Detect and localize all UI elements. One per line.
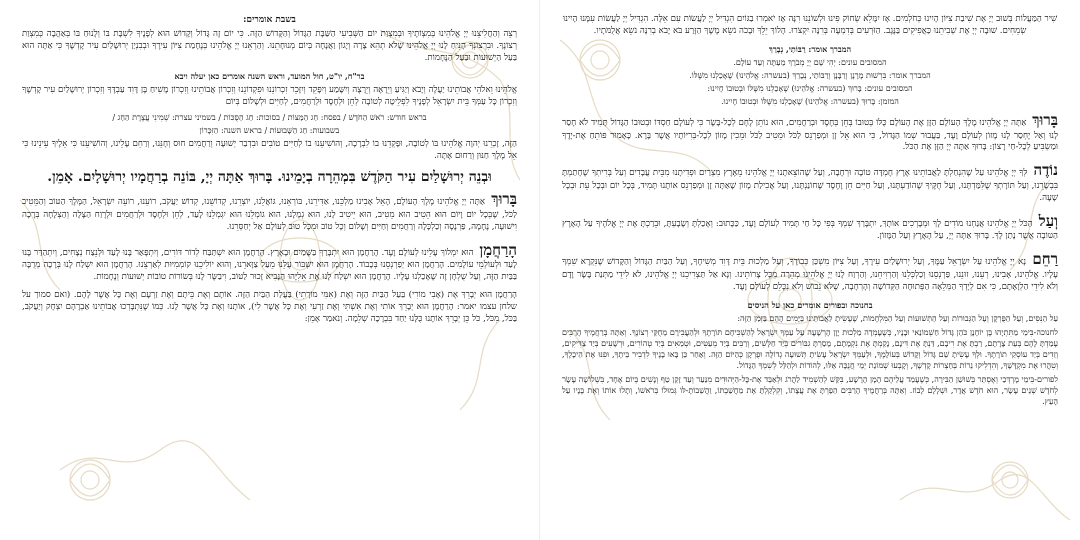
veal-hakol-paragraph <box>562 211 1058 244</box>
rachem-text: נָא יְיָ אֱלֹהֵינוּ עַל יִשְׂרָאֵל עַמֶּךָ, וְעַל יְרוּשָׁלַיִם עִירֶךָ, וְעַל צִיּוֹן מִשְׁכַּן כְּבוֹדֶךָ, וְעַל מַלְכוּת בֵּית דָּוִד מְשִׁיחֶךָ, וְעַל הַבַּיִת הַגָּדוֹל וְהַקָּדוֹשׁ שֶׁנִּקְרָא שִׁמְךָ עָלָיו. אֱלֹהֵינוּ, אָבִינוּ, רְעֵנוּ, זוּנֵנוּ, פַּרְנְסֵנוּ וְכַלְכְּלֵנוּ וְהַרְוִיחֵנוּ, וְהַרְוַח לָנוּ יְיָ אֱלֹהֵינוּ מְהֵרָה מִכָּל צָרוֹתֵינוּ. וְנָא אַל תַּצְרִיכֵנוּ יְיָ אֱלֹהֵינוּ, לֹא לִידֵי מַתְּנַת בָּשָׂר וָדָם וְלֹא לִידֵי הַלְוָאָתָם, כִּי אִם לְיָדְךָ הַמְּלֵאָה הַפְּתוּחָה הַקְּדוֹשָׁה וְהָרְחָבָה, שֶׁלֹּא נֵבוֹשׁ וְלֹא נִכָּלֵם לְעוֹלָם וָעֶד. <box>562 257 1058 292</box>
veal-text: הַכֹּל יְיָ אֱלֹהֵינוּ אֲנַחְנוּ מוֹדִים לָךְ וּמְבָרְכִים אוֹתָךְ, יִתְבָּרַךְ שִׁמְךָ בְּפִי כָּל חַי תָּמִיד לְעוֹלָם וָעֶד, כַּכָּתוּב: וְאָכַלְתָּ וְשָׂבָעְתָּ, וּבֵרַכְתָּ אֶת יְיָ אֱלֹהֶיךָ עַל הָאָרֶץ הַטּוֹבָה אֲשֶׁר נָתַן לָךְ. בָּרוּךְ אַתָּה יְיָ, עַל הָאָרֶץ וְעַל הַמָּזוֹן. <box>562 218 1058 242</box>
rachem-drop-word: רַחֵם <box>1032 250 1058 269</box>
hazan-text: אַתָּה יְיָ אֱלֹהֵינוּ מֶלֶךְ הָעוֹלָם הַזָּן אֶת הָעוֹלָם כֻּלּוֹ בְּטוּבוֹ בְּחֵן בְּחֶסֶד וּבְרַחֲמִים, הוּא נוֹתֵן לֶחֶם לְכָל-בָּשָׂר כִּי לְעוֹלָם חַסְדּוֹ וּבְטוּבוֹ הַגָּדוֹל תָּמִיד לֹא חָסַר לָנוּ וְאַל יֶחְסַר לָנוּ מָזוֹן לְעוֹלָם וָעֶד, בַּעֲבוּר שְׁמוֹ הַגָּדוֹל, כִּי הוּא אֵל זָן וּמְפַרְנֵס לַכֹּל וּמֵטִיב לַכֹּל וּמֵכִין מָזוֹן לְכָל-בְּרִיּוֹתָיו אֲשֶׁר בָּרָא. כָּאָמוּר פּוֹתֵחַ אֶת-יָדֶךָ וּמַשְׂבִּיעַ לְכָל-חַי רָצוֹן: בָּרוּךְ אַתָּה יְיָ הַזָּן אֶת הַכֹּל. <box>562 117 1058 153</box>
left-page-content <box>22 14 517 326</box>
holidays-line-2: בשבועות: חַג הַשָּׁבוּעוֹת / בראש השנה: הַזִּכָּרוֹן <box>199 125 340 135</box>
right-page-content <box>562 14 1058 407</box>
harachaman-drop-word: הָרַחֲמָן <box>479 240 517 259</box>
closing-paragraph: הָרַחֲמָן הוּא יְבָרֵךְ אֶת (אָבִי מוֹרִי) בַּעַל הַבַּיִת הַזֶּה וְאֶת (אִמִּי מוֹרָתִי) בַּעֲלַת הַבַּיִת הַזֶּה. אוֹתָם וְאֶת בֵּיתָם וְאֶת זַרְעָם וְאֶת כָּל אֲשֶׁר לָהֶם. (ואם סמוך על שלחן עצמו יאמר: הָרַחֲמָן הוּא יְבָרֵךְ אוֹתִי וְאֶת אִשְׁתִּי וְאֶת זַרְעִי וְאֶת כָּל אֲשֶׁר לִי), אוֹתָנוּ וְאֶת כָּל אֲשֶׁר לָנוּ. כְּמוֹ שֶׁנִּתְבָּרְכוּ אֲבוֹתֵינוּ אַבְרָהָם יִצְחָק וְיַעֲקֹב, בַּכֹּל, מִכֹּל, כֹּל כֵּן יְבָרֵךְ אוֹתָנוּ כֻּלָּנוּ יַחַד בִּבְרָכָה שְׁלֵמָה. וְנֹאמַר אָמֵן: <box>22 290 517 324</box>
zimun-line-3: המברך אומר: בִּרְשׁוּת מָרָנָן וְרַבָּנָן וְרַבּוֹתַי, נְבָרֵךְ (בעשרה: אֱלֹהֵינוּ) שֶׁאָכַלְנוּ מִשֶּׁלּוֹ. <box>689 70 931 80</box>
baruch-drop-word: בָּרוּךְ <box>491 190 518 209</box>
chanukah-paragraph: לחנוכה-בִּימֵי מַתִּתְיָהוּ בֶּן יוֹחָנָן כֹּהֵן גָּדוֹל חַשְׁמוֹנַאי וּבָנָיו, כְּשֶׁעָמְדָה מַלְכוּת יָוָן הָרְשָׁעָה עַל עַמְּךָ יִשְׂרָאֵל לְהַשְׁכִּיחָם תּוֹרָתֶךָ וּלְהַעֲבִירָם מֵחֻקֵּי רְצוֹנֶךָ. וְאַתָּה בְּרַחֲמֶיךָ הָרַבִּים עָמַדְתָּ לָהֶם בְּעֵת צָרָתָם, רַבְתָּ אֶת רִיבָם, דַּנְתָּ אֶת דִּינָם, נָקַמְתָּ אֶת נִקְמָתָם, מָסַרְתָּ גִבּוֹרִים בְּיַד חַלָּשִׁים, וְרַבִּים בְּיַד מְעַטִּים, וּטְמֵאִים בְּיַד טְהוֹרִים, וּרְשָׁעִים בְּיַד צַדִּיקִים, וְזֵדִים בְּיַד עוֹסְקֵי תוֹרָתֶךָ. וּלְךָ עָשִׂיתָ שֵׁם גָּדוֹל וְקָדוֹשׁ בְּעוֹלָמֶךָ, וּלְעַמְּךָ יִשְׂרָאֵל עָשִׂיתָ תְּשׁוּעָה גְדוֹלָה וּפֻרְקָן כְּהַיּוֹם הַזֶּה. וְאַחַר כֵּן בָּאוּ בָנֶיךָ לִדְבִיר בֵּיתֶךָ, וּפִנּוּ אֶת הֵיכָלֶךָ, וְטִהֲרוּ אֶת מִקְדָּשֶׁךָ, וְהִדְלִיקוּ נֵרוֹת בְּחַצְרוֹת קָדְשֶׁךָ, וְקָבְעוּ שְׁמוֹנַת יְמֵי חֲנֻכָּה אֵלּוּ, לְהוֹדוֹת וּלְהַלֵּל לְשִׁמְךָ הַגָּדוֹל. <box>562 327 1058 371</box>
veal-drop-word: וְעַל <box>1038 211 1059 230</box>
harachaman-text: הוּא יִמְלוֹךְ עָלֵינוּ לְעוֹלָם וָעֶד. הָרַחֲמָן הוּא יִתְבָּרַךְ בַּשָּׁמַיִם וּבָאָרֶץ. הָרַחֲמָן הוּא יִשְׁתַּבַּח לְדוֹר דּוֹרִים, וְיִתְפָּאַר בָּנוּ לָעַד וּלְנֵצַח נְצָחִים, וְיִתְהַדַּר בָּנוּ לָעַד וּלְעוֹלְמֵי עוֹלָמִים. הָרַחֲמָן הוּא יְפַרְנְסֵנוּ בְּכָבוֹד. הָרַחֲמָן הוּא יִשְׁבּוֹר עֻלֵּנוּ מֵעַל צַוָּארֵנוּ, וְהוּא יוֹלִיכֵנוּ קוֹמְמִיּוּת לְאַרְצֵנוּ. הָרַחֲמָן הוּא יִשְׁלַח לָנוּ בְּרָכָה מְרֻבָּה בַּבַּיִת הַזֶּה, וְעַל שֻׁלְחָן זֶה שֶׁאָכַלְנוּ עָלָיו. הָרַחֲמָן הוּא יִשְׁלַח לָנוּ אֶת אֵלִיָּהוּ הַנָּבִיא זָכוּר לַטּוֹב, וִיבַשֶּׂר לָנוּ בְּשׂוֹרוֹת טוֹבוֹת יְשׁוּעוֹת וְנֶחָמוֹת. <box>22 247 517 283</box>
yaaleh-header: בר"ח, יו"ט, חול המועד, וראש השנה אומרים כאן יעלה ויבא <box>174 70 365 81</box>
al-hanisim-header: בחנוכה ובפורים אומרים כאן על הניסים <box>747 299 873 310</box>
hazan-drop-word: בָּרוּךְ <box>1032 110 1058 129</box>
nodeh-paragraph <box>562 160 1058 204</box>
shabbat-header: בשבת אומרים: <box>243 15 296 25</box>
zimun-line-5: המזמן: בָּרוּךְ (בעשרה: אֱלֹהֵינוּ) שֶׁאָכַלְנוּ מִשֶּׁלּוֹ וּבְטוּבוֹ חָיִינוּ. <box>721 96 899 106</box>
al-hanisim-paragraph: עַל הַנִּסִּים, וְעַל הַפֻּרְקָן וְעַל הַגְּבוּרוֹת וְעַל הַתְּשׁוּעוֹת וְעַל הַמִּלְחָמוֹת, שֶׁעָשִׂיתָ לַאֲבוֹתֵינוּ בַּיָּמִים הָהֵם בַּזְּמַן הַזֶּה: <box>737 313 1058 323</box>
baruch-text: אַתָּה יְיָ אֱלֹהֵינוּ מֶלֶךְ הָעוֹלָם, הָאֵל אָבִינוּ מַלְכֵּנוּ, אַדִּירֵנוּ, בּוֹרְאֵנוּ, גּוֹאֲלֵנוּ, יוֹצְרֵנוּ, קְדוֹשֵׁנוּ, קְדוֹשׁ יַעֲקֹב, רוֹעֵנוּ, רוֹעֵה יִשְׂרָאֵל, הַמֶּלֶךְ הַטּוֹב וְהַמֵּטִיב לַכֹּל, שֶׁבְּכָל יוֹם וָיוֹם הוּא הֵטִיב הוּא מֵטִיב, הוּא יֵיטִיב לָנוּ, הוּא גְמָלָנוּ, הוּא גוֹמְלֵנוּ הוּא יִגְמְלֵנוּ לָעַד, לְחֵן וּלְחֶסֶד וּלְרַחֲמִים וּלְרֶוַח הַצָּלָה וְהַצְלָחָה בְּרָכָה וִישׁוּעָה, נֶחָמָה, פַּרְנָסָה וְכַלְכָּלָה וְרַחֲמִים וְחַיִּים וְשָׁלוֹם וְכָל טוֹב וּמִכָּל טוּב לְעוֹלָם אַל יְחַסְּרֵנוּ. <box>22 197 517 232</box>
nodeh-text: לְּךָ יְיָ אֱלֹהֵינוּ עַל שֶׁהִנְחַלְתָּ לַאֲבוֹתֵינוּ אֶרֶץ חֶמְדָּה טוֹבָה וּרְחָבָה, וְעַל שֶׁהוֹצֵאתָנוּ יְיָ אֱלֹהֵינוּ מֵאֶרֶץ מִצְרַיִם וּפְדִיתָנוּ מִבֵּית עֲבָדִים וְעַל בְּרִיתְךָ שֶׁחָתַמְתָּ בִּבְשָׂרֵנוּ, וְעַל תּוֹרָתְךָ שֶׁלִּמַּדְתָּנוּ, וְעַל חֻקֶּיךָ שֶׁהוֹדַעְתָּנוּ, וְעַל חַיִּים חֵן וָחֶסֶד שֶׁחוֹנַנְתָּנוּ, וְעַל אֲכִילַת מָזוֹן שָׁאַתָּה זָן וּמְפַרְנֵס אוֹתָנוּ תָּמִיד, בְּכָל יוֹם וּבְכָל עֵת וּבְכָל שָׁעָה. <box>562 168 1058 203</box>
harachaman-paragraph <box>22 240 517 284</box>
holidays-line-1: בראש חודש: רֹאשׁ הַחֹדֶשׁ / בפסח: חַג הַמַּצּוֹת / בסוכות: חַג הַסֻּכּוֹת / בשמיני עצרת: שְׁמִינִי עֲצֶרֶת הַחַג / <box>112 112 427 122</box>
zimun-line-1: המברך אומר: רַבּוֹתַי, נְבָרֵךְ <box>768 43 852 54</box>
hazan-paragraph <box>562 110 1058 154</box>
right-page <box>540 0 1080 540</box>
retzeh-paragraph: רְצֵה וְהַחֲלִיצֵנוּ יְיָ אֱלֹהֵינוּ בְּמִצְוֹתֶיךָ וּבְמִצְוַת יוֹם הַשְּׁבִיעִי הַשַּׁבָּת הַגָּדוֹל וְהַקָּדוֹשׁ הַזֶּה. כִּי יוֹם זֶה גָּדוֹל וְקָדוֹשׁ הוּא לְפָנֶיךָ לִשְׁבָּת בּוֹ וְלָנוּחַ בּוֹ בְּאַהֲבָה כְּמִצְוַת רְצוֹנֶךָ. וּבִרְצוֹנְךָ הָנִיחַ לָנוּ יְיָ אֱלֹהֵינוּ שֶׁלֹּא תְהֵא צָרָה וְיָגוֹן וַאֲנָחָה בְּיוֹם מְנוּחָתֵנוּ. וְהַרְאֵנוּ יְיָ אֱלֹהֵינוּ בְּנֶחָמַת צִיּוֹן עִירֶךָ וּבְבִנְיַן יְרוּשָׁלַיִם עִיר קָדְשֶׁךָ כִּי אַתָּה הוּא בַּעַל הַיְשׁוּעוֹת וּבַעַל הַנֶּחָמוֹת. <box>22 29 517 64</box>
uvneh-yerushalayim: וּבְנֵה יְרוּשָׁלַיִם עִיר הַקֹּדֶשׁ בִּמְהֵרָה בְיָמֵינוּ. בָּרוּךְ אַתָּה יְיָ, בּוֹנֵה בְרַחֲמָיו יְרוּשָׁלָיִם. אָמֵן. <box>47 168 492 185</box>
zimun-line-2: המסובים עונים: יְהִי שֵׁם יְיָ מְבֹרָךְ מֵעַתָּה וְעַד עוֹלָם. <box>733 57 887 67</box>
nodeh-drop-word: נוֹדֶה <box>1033 161 1059 180</box>
shir-hamaalot: שִׁיר הַמַּעֲלוֹת בְּשׁוּב יְיָ אֶת שִׁיבַת צִיּוֹן הָיִינוּ כְּחֹלְמִים. אָז יִמָּלֵא שְׂחוֹק פִּינוּ וּלְשׁוֹנֵנוּ רִנָּה אָז יֹאמְרוּ בַגּוֹיִם הִגְדִּיל יְיָ לַעֲשׂוֹת עִם אֵלֶּה. הִגְדִּיל יְיָ לַעֲשׂוֹת עִמָּנוּ הָיִינוּ שְׂמֵחִים. שׁוּבָה יְיָ אֶת שְׁבִיתֵנוּ כַּאֲפִיקִים בַּנֶּגֶב. הַזֹּרְעִים בְּדִמְעָה בְּרִנָּה יִקְצֹרוּ. הָלוֹךְ יֵלֵךְ וּבָכֹה נֹשֵׂא מֶשֶׁךְ הַזָּרַע בֹּא יָבֹא בְרִנָּה נֹשֵׂא אֲלֻמֹּתָיו. <box>562 14 1058 36</box>
purim-paragraph: לפורים-בִּימֵי מָרְדְּכַי וְאֶסְתֵּר בְּשׁוּשַׁן הַבִּירָה, כְּשֶׁעָמַד עֲלֵיהֶם הָמָן הָרָשָׁע, בִּקֵּשׁ לְהַשְׁמִיד לַהֲרֹג וּלְאַבֵּד אֶת-כָּל-הַיְּהוּדִים מִנַּעַר וְעַד זָקֵן טַף וְנָשִׁים בְּיוֹם אֶחָד, בִּשְׁלוֹשָׁה עָשָׂר לְחֹדֶשׁ שְׁנֵים עָשָׂר, הוּא חֹדֶשׁ אֲדָר, וּשְׁלָלָם לָבוֹז. וְאַתָּה בְּרַחֲמֶיךָ הָרַבִּים הֵפַרְתָּ אֶת עֲצָתוֹ, וְקִלְקַלְתָּ אֶת מַחֲשַׁבְתּוֹ, וַהֲשֵׁבוֹתָ-לּוֹ גְּמוּלוֹ בְּרֹאשׁוֹ, וְתָלוּ אוֹתוֹ וְאֶת בָּנָיו עַל הָעֵץ. <box>562 375 1058 407</box>
hazeh-paragraph: הַזֶּה, זָכְרֵנוּ יְהוָה אֱלֹהֵינוּ בּוֹ לְטוֹבָה, וּפָקְדֵנוּ בוֹ לִבְרָכָה, וְהוֹשִׁיעֵנוּ בוֹ לְחַיִּים טוֹבִים וּבִדְבַר יְשׁוּעָה וְרַחֲמִים חוּס וְחָנֵּנוּ, וְרַחֵם עָלֵינוּ, וְהוֹשִׁיעֵנוּ כִּי אֵלֶיךָ עֵינֵינוּ כִּי אֵל מֶלֶךְ חַנּוּן וְרַחוּם אָתָּה. <box>22 138 517 161</box>
rachem-paragraph <box>562 249 1058 293</box>
yaaleh-paragraph: אֱלֹהֵינוּ וֵאלֹהֵי אֲבוֹתֵינוּ יַעֲלֶה וְיָבֹא וְיַגִּיעַ וְיֵרָאֶה וְיֵרָצֶה וְיִשָּׁמַע וְיִפָּקֵד וְיִזָּכֵר זִכְרוֹנֵנוּ וּפִקְדוֹנֵנוּ וְזִכְרוֹן אֲבוֹתֵינוּ וְזִכְרוֹן מָשִׁיחַ בֶּן דָּוִד עַבְדֶּךָ וְזִכְרוֹן יְרוּשָׁלַיִם עִיר קָדְשֶׁךָ וְזִכְרוֹן כָּל עַמְּךָ בֵּית יִשְׂרָאֵל לְפָנֶיךָ לִפְלֵיטָה לְטוֹבָה לְחֵן וּלְחֶסֶד וּלְרַחֲמִים, לְחַיִּים וּלְשָׁלוֹם בְּיוֹם <box>22 85 517 107</box>
baruch-paragraph <box>22 189 517 233</box>
zimun-line-4: המסובים עונים: בָּרוּךְ (בעשרה: אֱלֹהֵינוּ) שֶׁאָכַלְנוּ מִשֶּׁלּוֹ וּבְטוּבוֹ חָיִינוּ: <box>707 83 913 93</box>
